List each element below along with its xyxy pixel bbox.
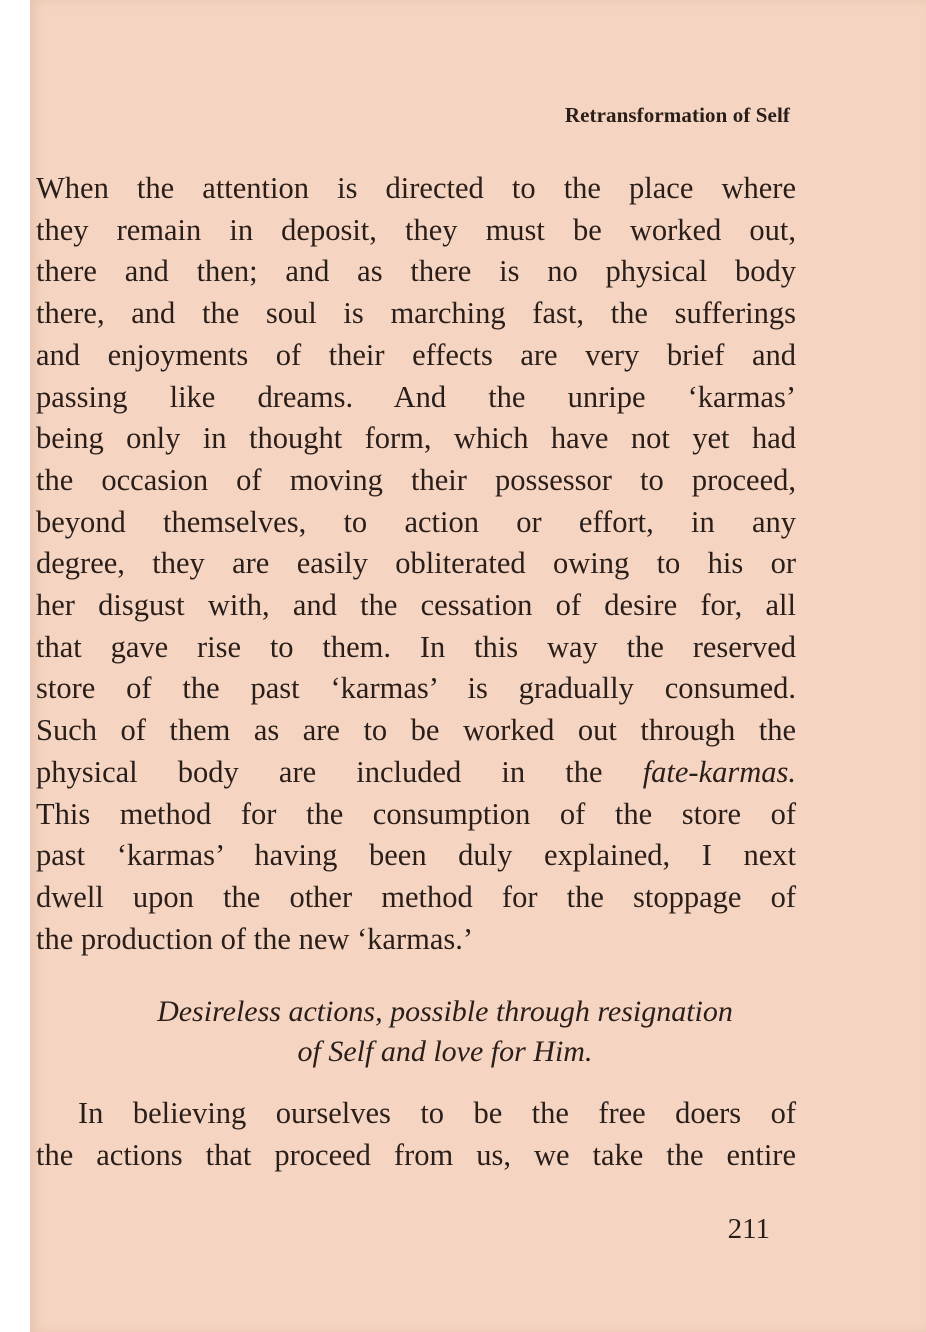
text-line: beyond themselves, to action or effort, in any — [36, 504, 796, 539]
text-line: past ‘karmas’ having been duly explained, I next — [36, 838, 796, 873]
paragraph-2 — [36, 1093, 796, 1176]
paragraph-1 — [36, 168, 796, 960]
text-line: When the attention is directed to the place where — [36, 171, 796, 205]
italic-term: fate-karmas. — [642, 754, 797, 789]
page-number: 211 — [727, 1213, 770, 1245]
running-head: Retransformation of Self — [564, 103, 790, 127]
section-heading-line: of Self and love for Him. — [297, 1035, 593, 1068]
text-line: and enjoyments of their effects are very brief and — [36, 337, 796, 372]
text-line: In believing ourselves to be the free doers of — [78, 1096, 796, 1130]
section-heading — [30, 992, 860, 1072]
text-line: store of the past ‘karmas’ is gradually consumed. — [36, 671, 796, 706]
text-line-with-italic — [36, 752, 796, 794]
text-line: being only in thought form, which have not yet had — [36, 421, 796, 456]
book-page — [30, 0, 926, 1332]
text-line: they remain in deposit, they must be worked out, — [36, 212, 796, 247]
text-line: dwell upon the other method for the stoppage of — [36, 879, 796, 914]
text-line: her disgust with, and the cessation of desire for, all — [36, 588, 796, 623]
text-line: the occasion of moving their possessor to proceed, — [36, 462, 796, 497]
text-line: degree, they are easily obliterated owing to his or — [36, 546, 796, 581]
text-line: Such of them as are to be worked out through the — [36, 713, 796, 748]
text-line: there and then; and as there is no physical body — [36, 254, 796, 289]
text-line: there, and the soul is marching fast, the sufferings — [36, 296, 796, 331]
text-line: passing like dreams. And the unripe ‘karmas’ — [36, 379, 796, 414]
text-line: the actions that proceed from us, we take the entire — [36, 1137, 796, 1172]
text-line: that gave rise to them. In this way the reserved — [36, 629, 796, 664]
text-line-start: physical body are included in the — [36, 754, 603, 789]
section-heading-line: Desireless actions, possible through resignation — [157, 995, 733, 1028]
text-line: the production of the new ‘karmas.’ — [36, 921, 474, 956]
text-line: This method for the consumption of the store of — [36, 796, 796, 831]
